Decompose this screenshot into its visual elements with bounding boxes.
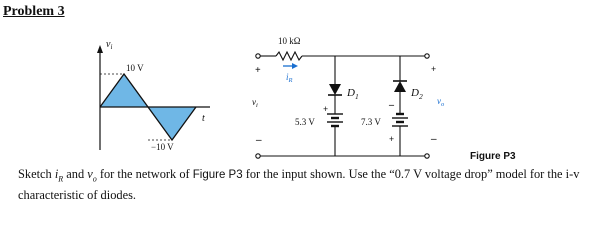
input-terminal-bottom bbox=[256, 154, 260, 158]
output-terminal-top bbox=[425, 54, 429, 58]
resistor-value: 10 kΩ bbox=[278, 36, 301, 46]
battery-5-3v-symbol bbox=[327, 114, 343, 126]
problem-text-part1: Sketch bbox=[18, 167, 55, 181]
battery-7-3v-plus: + bbox=[389, 134, 395, 144]
diode-d2-label: $D_2$ bbox=[411, 87, 423, 101]
diode-d1-label: $D_1$ bbox=[347, 87, 359, 101]
ir-symbol: $i_R$ bbox=[54, 167, 64, 184]
problem-statement bbox=[18, 166, 608, 204]
battery-7-3v-minus: – bbox=[389, 100, 394, 111]
circuit-labels bbox=[252, 36, 445, 146]
current-label: $i_R$ bbox=[286, 72, 293, 84]
input-plus-sign: + bbox=[255, 65, 261, 76]
diode-d2-symbol bbox=[394, 81, 406, 92]
input-minus-sign: – bbox=[256, 134, 262, 146]
figure-reference: Figure P3 bbox=[192, 169, 243, 181]
output-plus-sign: + bbox=[431, 64, 437, 74]
positive-peak-label: 10 V bbox=[126, 63, 144, 73]
negative-half-cycle bbox=[148, 107, 196, 140]
diode-d1-symbol bbox=[329, 84, 341, 95]
negative-peak-label: −10 V bbox=[151, 142, 174, 152]
problem-text-part2: and bbox=[63, 167, 88, 181]
input-voltage-label: $v_i$ bbox=[252, 97, 258, 109]
input-terminal-top bbox=[256, 54, 260, 58]
output-terminal-bottom bbox=[425, 154, 429, 158]
waveform-x-label: t bbox=[202, 113, 205, 124]
problem-text-part3: for the network of bbox=[96, 167, 193, 181]
output-minus-sign: – bbox=[431, 133, 437, 145]
battery-5-3v-plus: + bbox=[323, 104, 329, 114]
figure-label: Figure P3 bbox=[470, 151, 516, 162]
positive-half-cycle bbox=[100, 74, 148, 107]
battery-7-3v-label: 7.3 V bbox=[361, 117, 381, 127]
battery-7-3v-symbol bbox=[392, 114, 408, 126]
resistor-symbol bbox=[276, 52, 302, 60]
battery-5-3v-label: 5.3 V bbox=[295, 117, 315, 127]
vo-symbol: $v_o$ bbox=[87, 167, 97, 184]
problem-text-part4: for the input shown. Use the “0.7 V voltage drop” model for the i-v characteristic of diodes. bbox=[18, 167, 580, 203]
input-waveform-graph bbox=[97, 39, 210, 152]
output-voltage-label: $v_o$ bbox=[437, 96, 445, 108]
problem-title: Problem 3 bbox=[3, 4, 65, 19]
circuit-schematic bbox=[256, 52, 429, 158]
y-axis-arrow bbox=[97, 45, 103, 53]
waveform-y-label: $v_i$ bbox=[106, 39, 113, 51]
